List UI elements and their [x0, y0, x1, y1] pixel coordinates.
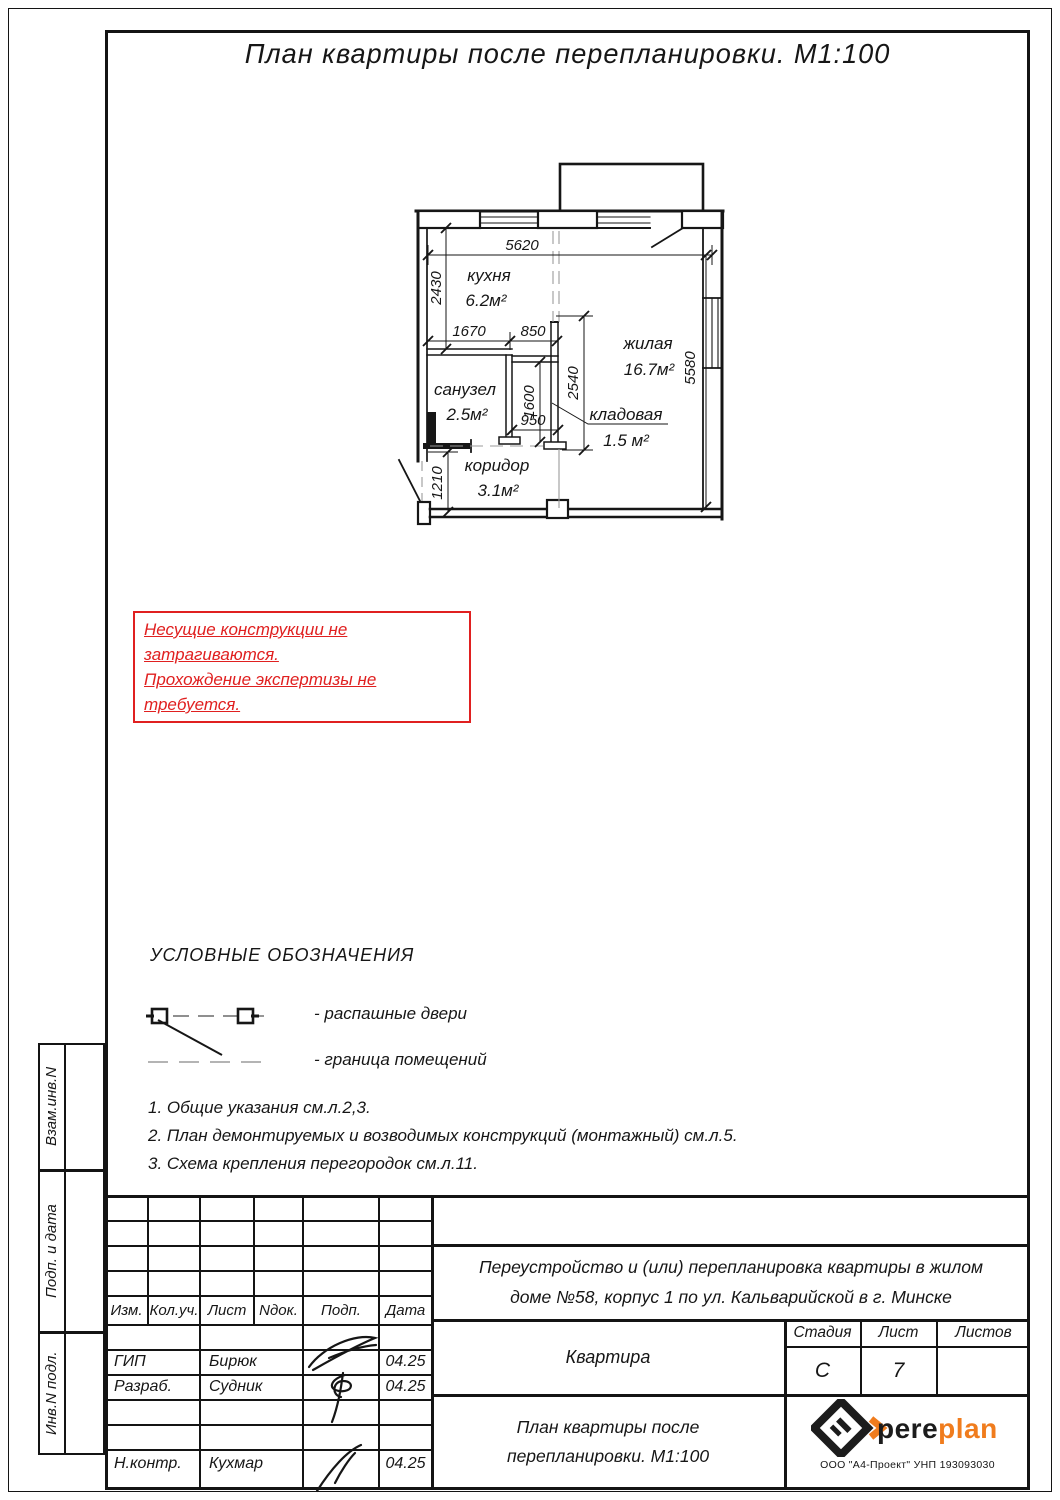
room-storage-area: 1.5 м²	[603, 431, 649, 450]
sheet-header: Лист	[878, 1324, 919, 1341]
project-line-2: доме №58, корпус 1 по ул. Кальварийской в г. Минске	[510, 1287, 952, 1307]
signatures	[303, 1325, 379, 1497]
warning-box	[133, 611, 471, 723]
table-header-data: Дата	[385, 1301, 426, 1319]
balcony-outline	[560, 164, 703, 211]
dim-storage-width: 950	[520, 412, 546, 429]
dim-storage-gap: 850	[520, 323, 546, 340]
signature-razrab	[332, 1373, 351, 1422]
brand-text-orange: plan	[938, 1413, 998, 1444]
sheets-header: Листов	[955, 1324, 1012, 1341]
room-living-area: 16.7м²	[623, 360, 675, 379]
legend-symbols	[146, 996, 296, 1072]
name-cell: Бирюк	[209, 1353, 257, 1370]
date-cell: 04.25	[385, 1378, 426, 1395]
sidebar-label-vzam: Взам.инв.N	[43, 1066, 60, 1147]
entry-door-leaf	[399, 460, 420, 501]
balcony-door-leaf	[652, 228, 683, 247]
signature-nkontr	[317, 1445, 361, 1491]
room-storage-label: кладовая	[589, 405, 663, 424]
sidebar-label-inv: Инв.N подл.	[43, 1351, 60, 1436]
table-header-koluch: Кол.уч.	[149, 1301, 199, 1319]
project-title	[432, 1245, 1030, 1319]
brand-text	[877, 1413, 998, 1445]
dim-living-offset: 2540	[565, 366, 582, 400]
room-kitchen-label: кухня	[467, 266, 511, 285]
object-name: Квартира	[565, 1346, 651, 1367]
dim-storage-height: 1600	[521, 385, 538, 419]
sheet-name-line-1: План квартиры после	[516, 1416, 700, 1437]
legend-label-doors: - распашные двери	[314, 1004, 468, 1023]
divider-line	[105, 1220, 432, 1222]
dim-wc-width: 1670	[452, 323, 486, 340]
legend-title: УСЛОВНЫЕ ОБОЗНАЧЕНИЯ	[150, 945, 415, 965]
note-1: 1. Общие указания см.л.2,3.	[148, 1098, 371, 1117]
room-wc-area: 2.5м²	[446, 405, 488, 424]
warning-line-1: Несущие конструкции не затрагиваются.	[144, 620, 348, 664]
sidebar-label-podp: Подп. и дата	[43, 1204, 60, 1298]
legend-label-boundary: - граница помещений	[314, 1050, 487, 1069]
signature-gip	[309, 1337, 376, 1370]
sheets-value	[937, 1347, 1030, 1394]
dim-kitchen-height: 2430	[428, 271, 445, 305]
note-3: 3. Схема крепления перегородок см.л.11.	[148, 1154, 478, 1173]
date-cell: 04.25	[385, 1455, 426, 1472]
divider-line	[105, 1245, 432, 1247]
floor-plan	[380, 150, 740, 540]
dim-width-top: 5620	[505, 237, 539, 254]
wall-pier	[682, 211, 723, 228]
org-info: ООО "А4-Проект" УНП 193093030	[820, 1459, 995, 1471]
role-cell: Разраб.	[114, 1378, 172, 1395]
wall-pier	[538, 211, 597, 228]
room-wc-label: санузел	[434, 380, 496, 399]
wall-pier	[547, 500, 568, 518]
entry-door-jamb	[418, 502, 430, 524]
role-cell: Н.контр.	[114, 1455, 182, 1472]
stage-value: С	[814, 1358, 831, 1382]
page-title: План квартиры после перепланировки. М1:100	[244, 38, 891, 69]
sheet-name-line-2: перепланировки. М1:100	[506, 1445, 710, 1466]
divider-line	[105, 1270, 432, 1272]
name-cell: Судник	[209, 1378, 263, 1395]
company-logo-block	[785, 1397, 1030, 1489]
divider-line	[105, 1399, 432, 1401]
door-leaf-line	[158, 1020, 222, 1055]
sheet-value: 7	[892, 1358, 905, 1382]
table-header-list: Лист	[207, 1301, 247, 1319]
pilaster	[427, 412, 436, 443]
project-line-1: Переустройство и (или) перепланировка квартиры в жилом	[478, 1257, 983, 1277]
room-kitchen-area: 6.2м²	[465, 291, 507, 310]
sheet-name	[432, 1395, 784, 1488]
table-header-ndok: Nдок.	[259, 1301, 298, 1319]
room-living-label: жилая	[623, 334, 673, 353]
divider-line	[105, 1195, 1030, 1198]
date-cell: 04.25	[385, 1353, 426, 1370]
name-cell: Кухмар	[209, 1455, 264, 1472]
note-2: 2. План демонтируемых и возводимых конструкций (монтажный) см.л.5.	[148, 1126, 738, 1145]
table-header-izm: Изм.	[110, 1301, 143, 1319]
brand-text-black: pere	[877, 1413, 939, 1444]
stage-header: Стадия	[793, 1324, 852, 1341]
room-corridor-label: коридор	[464, 456, 530, 475]
role-cell: ГИП	[114, 1353, 146, 1370]
table-header-podp: Подп.	[321, 1301, 361, 1319]
room-corridor-area: 3.1м²	[477, 481, 519, 500]
dim-corridor-height: 1210	[429, 466, 446, 500]
divider-line	[199, 1196, 201, 1490]
dim-right-height: 5580	[682, 351, 699, 385]
warning-line-2: Прохождение экспертизы не требуется.	[144, 670, 377, 714]
divider-line	[105, 1424, 432, 1426]
